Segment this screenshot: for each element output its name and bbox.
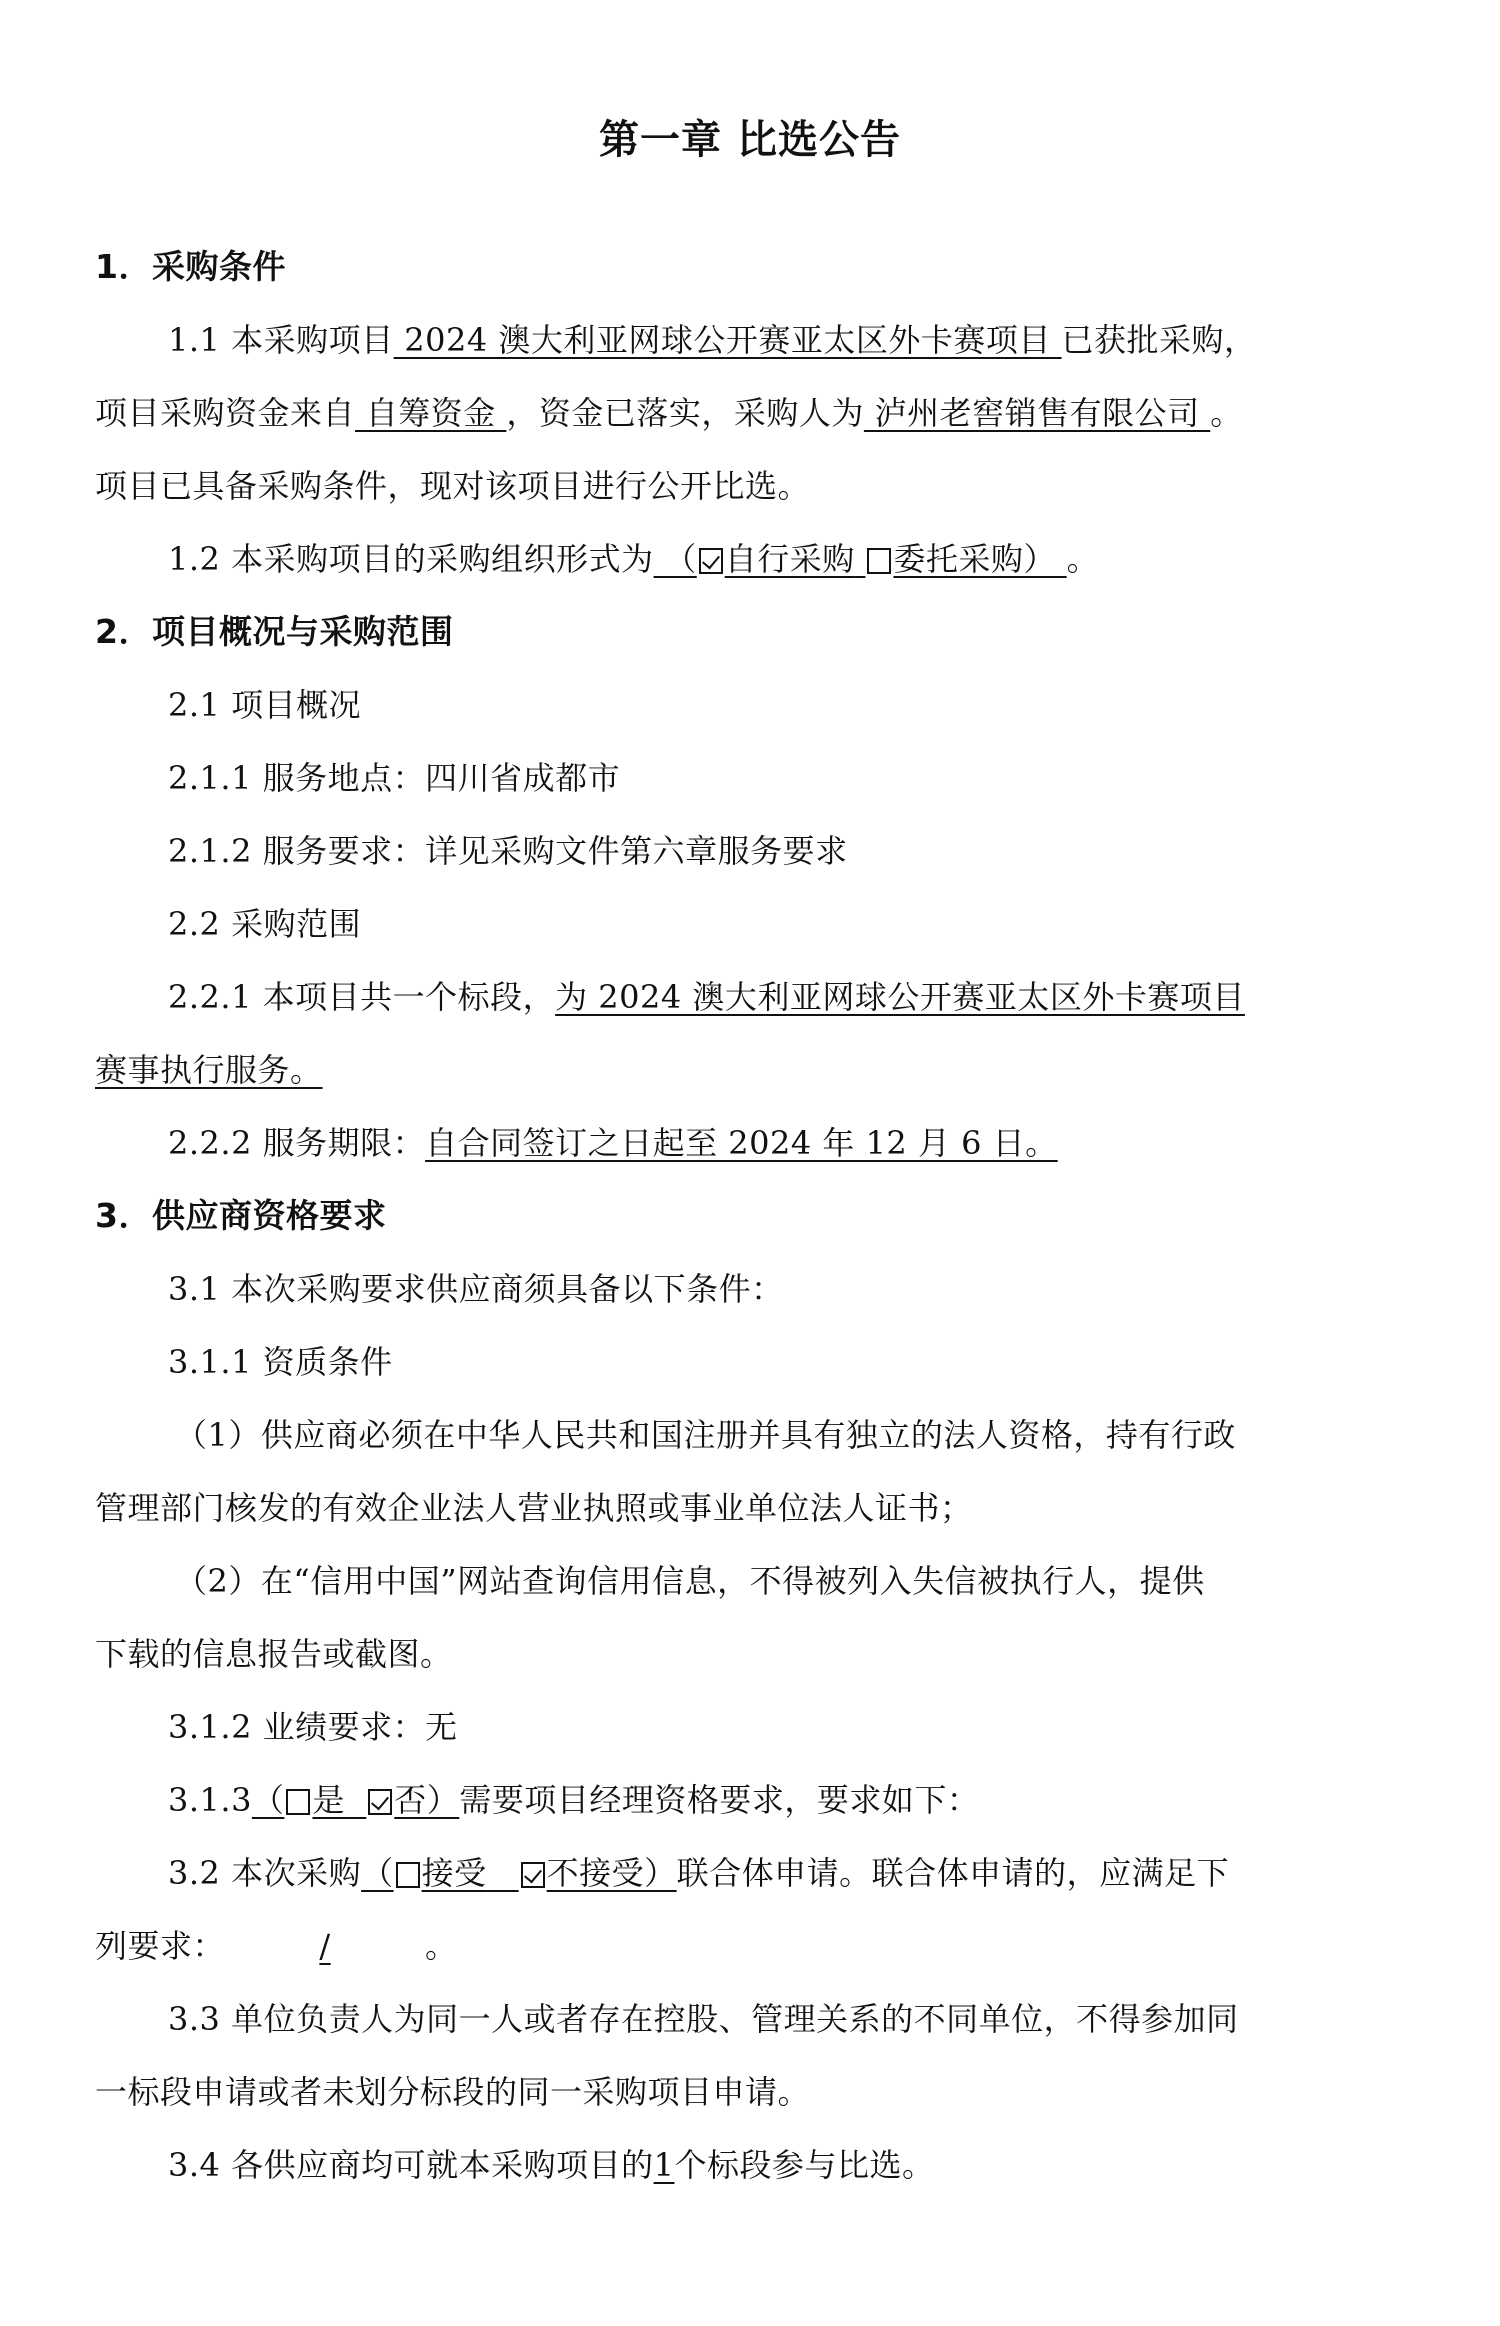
section-2-heading: 2．项目概况与采购范围 [95, 612, 454, 651]
option-yes: 是 [312, 1781, 345, 1819]
fund-source-field: 自筹资金 [355, 394, 507, 432]
clause-2-2: 2.2 采购范围 [168, 905, 362, 943]
option-reject: 不接受） [546, 1854, 677, 1892]
clause-3-1-2: 3.1.2 业绩要求：无 [168, 1708, 458, 1746]
clause-text: 。 [425, 1927, 458, 1965]
checked-checkbox-icon [368, 1789, 392, 1815]
clause-3-3-line1: 3.3 单位负责人为同一人或者存在控股、管理关系的不同单位，不得参加同 [168, 2000, 1239, 2038]
paren: （ [251, 1781, 285, 1819]
consortium-requirement-blank: / [319, 1927, 331, 1965]
project-name-field: 2024 澳大利亚网球公开赛亚太区外卡赛项目 [393, 321, 1062, 359]
clause-3-4 [168, 2143, 1408, 2187]
clause-3-1: 3.1 本次采购要求供应商须具备以下条件： [168, 1270, 784, 1308]
scope-field: 为 2024 澳大利亚网球公开赛亚太区外卡赛项目 [555, 978, 1245, 1016]
checked-checkbox-icon [699, 548, 723, 574]
clause-text: 项目采购资金来自 [95, 394, 356, 432]
section-3-heading: 3．供应商资格要求 [95, 1196, 387, 1235]
clause-2-1-2: 2.1.2 服务要求：详见采购文件第六章服务要求 [168, 832, 848, 870]
checked-checkbox-icon [521, 1862, 545, 1888]
clause-text: 列要求： [95, 1927, 226, 1965]
clause-text: 。 [1066, 540, 1100, 578]
option-self-procurement: 自行采购 [724, 540, 855, 578]
clause-3-3-line2: 一标段申请或者未划分标段的同一采购项目申请。 [95, 2073, 811, 2111]
consortium-options [361, 1854, 677, 1892]
purchaser-field: 泸州老窖销售有限公司 [863, 394, 1211, 432]
option-no: 否） [394, 1781, 460, 1819]
service-period-field: 自合同签订之日起至 2024 年 12 月 6 日。 [425, 1124, 1058, 1162]
clause-1-1-line2 [95, 391, 1405, 435]
clause-text: 1.1 本采购项目 [168, 321, 394, 359]
section-1-heading: 1．采购条件 [95, 247, 286, 286]
pm-requirement-options [252, 1781, 459, 1819]
clause-text: 2.2.2 服务期限： [168, 1124, 426, 1162]
clause-1-2 [168, 537, 1408, 581]
clause-text: 。 [1210, 394, 1243, 432]
unchecked-checkbox-icon [867, 548, 891, 574]
paren: （ [653, 540, 697, 578]
clause-3-2-line2 [95, 1924, 1405, 1968]
clause-3-1-1: 3.1.1 资质条件 [168, 1343, 393, 1381]
clause-2-2-2 [168, 1121, 1408, 1165]
clause-3-2-line1 [168, 1851, 1408, 1895]
clause-3-1-3 [168, 1778, 1408, 1822]
qualification-item-1-line1: （1）供应商必须在中华人民共和国注册并具有独立的法人资格，持有行政 [175, 1416, 1236, 1454]
clause-1-1-line3: 项目已具备采购条件，现对该项目进行公开比选。 [95, 467, 811, 505]
unchecked-checkbox-icon [286, 1789, 310, 1815]
clause-text: 已获批采购， [1061, 321, 1257, 359]
option-entrusted-procurement: 委托采购） [893, 540, 1067, 578]
lot-count-field: 1 [653, 2146, 675, 2184]
clause-2-2-1-line2 [95, 1048, 1405, 1092]
clause-text: ，资金已落实，采购人为 [506, 394, 864, 432]
clause-text: 2.2.1 本项目共一个标段， [168, 978, 556, 1016]
clause-2-1-1: 2.1.1 服务地点：四川省成都市 [168, 759, 621, 797]
clause-2-1: 2.1 项目概况 [168, 686, 362, 724]
clause-text: 需要项目经理资格要求，要求如下： [459, 1781, 980, 1819]
clause-text: 联合体申请。联合体申请的，应满足下 [676, 1854, 1230, 1892]
clause-text: 1.2 本采购项目的采购组织形式为 [168, 540, 654, 578]
qualification-item-2-line2: 下载的信息报告或截图。 [95, 1635, 453, 1673]
unchecked-checkbox-icon [396, 1862, 420, 1888]
qualification-item-1-line2: 管理部门核发的有效企业法人营业执照或事业单位法人证书； [95, 1489, 973, 1527]
clause-2-2-1-line1 [168, 975, 1408, 1019]
procurement-form-field [654, 540, 1067, 578]
clause-1-1-line1 [168, 318, 1408, 362]
qualification-item-2-line1: （2）在“信用中国”网站查询信用信息，不得被列入失信被执行人，提供 [175, 1562, 1205, 1600]
clause-text: 3.4 各供应商均可就本采购项目的 [168, 2146, 654, 2184]
paren: （ [361, 1854, 394, 1892]
clause-text: 3.1.3 [168, 1781, 252, 1819]
scope-field-cont: 赛事执行服务。 [95, 1051, 323, 1089]
page-title: 第一章 比选公告 [599, 117, 901, 163]
clause-text: 个标段参与比选。 [674, 2146, 935, 2184]
option-accept: 接受 [421, 1854, 487, 1892]
clause-text: 3.2 本次采购 [168, 1854, 362, 1892]
